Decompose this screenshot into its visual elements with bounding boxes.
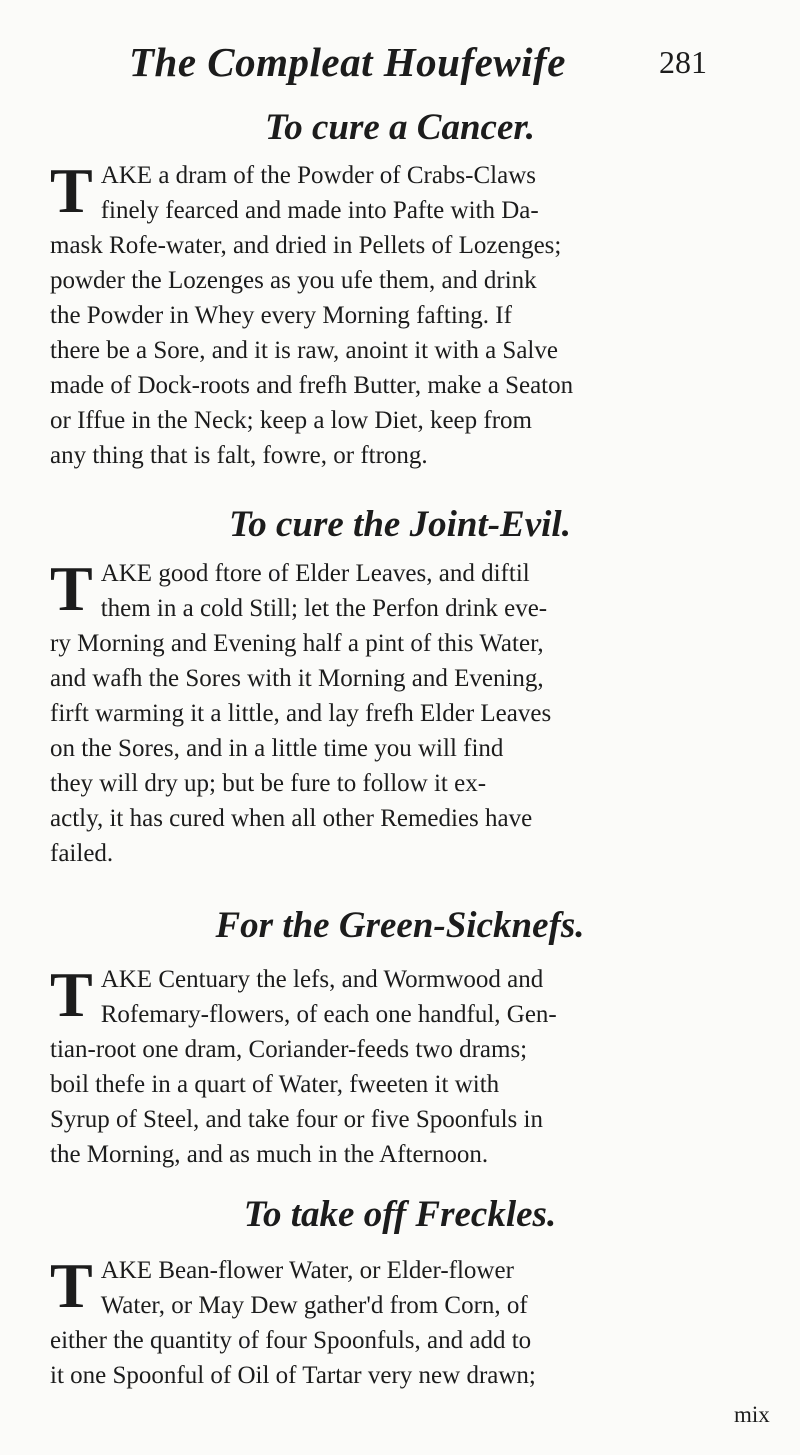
text-line: AKE a dram of the Powder of Crabs-Claws xyxy=(100,162,537,189)
text-line: there be a Sore, and it is raw, anoint it with a Salve xyxy=(50,337,558,364)
section-heading-green-sickness: For the Green-Sicknefs. xyxy=(215,905,585,946)
text-line: firft warming it a little, and lay frefh Elder Leaves xyxy=(50,700,552,727)
text-line: they will dry up; but be fure to follow it ex- xyxy=(50,770,487,797)
text-line: tian-root one dram, Coriander-feeds two drams; xyxy=(50,1036,528,1063)
text-line: AKE Centuary the lefs, and Wormwood and xyxy=(100,966,544,993)
drop-cap: T xyxy=(50,553,93,624)
text-line: Rofemary-flowers, of each one handful, Gen- xyxy=(100,1001,557,1028)
running-title: The Compleat Houfewife xyxy=(129,39,566,85)
text-line: either the quantity of four Spoonfuls, and add to xyxy=(50,1327,532,1354)
text-line: or Iffue in the Neck; keep a low Diet, keep from xyxy=(50,407,532,434)
text-line: any thing that is falt, fowre, or ftrong. xyxy=(50,442,428,469)
text-line: on the Sores, and in a little time you will find xyxy=(50,735,504,762)
section-body-green-sickness xyxy=(50,959,790,1172)
text-line: the Powder in Whey every Morning fafting. If xyxy=(50,302,512,329)
section-heading-cancer: To cure a Cancer. xyxy=(265,107,535,148)
text-line: and wafh the Sores with it Morning and Evening, xyxy=(50,665,544,692)
text-line: powder the Lozenges as you ufe them, and drink xyxy=(50,267,537,294)
text-line: AKE Bean-flower Water, or Elder-flower xyxy=(100,1257,514,1284)
text-line: failed. xyxy=(50,840,114,867)
drop-cap: T xyxy=(50,155,93,226)
text-line: Syrup of Steel, and take four or five Spoonfuls in xyxy=(50,1106,543,1133)
text-line: ry Morning and Evening half a pint of this Water, xyxy=(50,630,544,657)
text-line: the Morning, and as much in the Afternoon. xyxy=(50,1141,489,1168)
text-line: finely fearced and made into Pafte with Da- xyxy=(100,197,539,224)
catchword: mix xyxy=(734,1402,770,1427)
text-line: made of Dock-roots and frefh Butter, make a Seaton xyxy=(50,372,574,399)
text-line: them in a cold Still; let the Perfon drink eve- xyxy=(100,595,548,622)
drop-cap: T xyxy=(50,959,93,1030)
section-heading-freckles: To take off Freckles. xyxy=(243,1194,557,1235)
section-body-cancer xyxy=(50,155,790,473)
running-head xyxy=(0,38,800,88)
text-line: mask Rofe-water, and dried in Pellets of Lozenges; xyxy=(50,232,562,259)
section-heading-joint-evil: To cure the Joint-Evil. xyxy=(229,504,571,545)
text-line: boil thefe in a quart of Water, fweeten it with xyxy=(50,1071,500,1098)
text-line: actly, it has cured when all other Remedies have xyxy=(50,805,533,832)
text-line: AKE good ftore of Elder Leaves, and diftil xyxy=(100,560,530,587)
drop-cap: T xyxy=(50,1250,93,1321)
text-line: Water, or May Dew gather'd from Corn, of xyxy=(100,1292,528,1319)
page-number: 281 xyxy=(659,44,707,80)
text-line: it one Spoonful of Oil of Tartar very new drawn; xyxy=(50,1362,536,1389)
section-body-joint-evil xyxy=(50,553,790,871)
section-body-freckles xyxy=(50,1250,790,1393)
